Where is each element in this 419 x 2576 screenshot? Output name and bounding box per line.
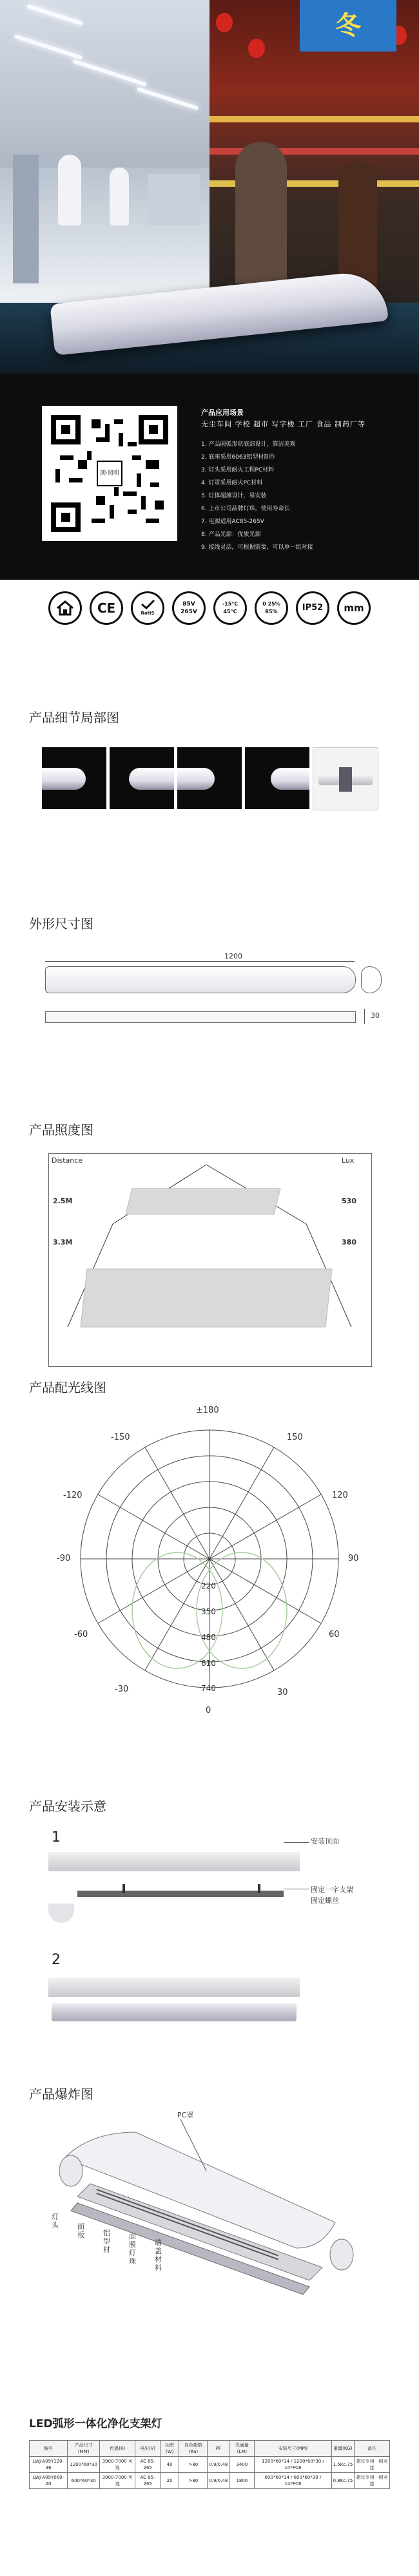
- table-cell: AC 85-265: [135, 2473, 161, 2489]
- table-cell: 0.8Kc.75: [331, 2473, 355, 2489]
- illuminance-lux: 530: [342, 1197, 356, 1205]
- height-dimension-line: [364, 1009, 365, 1024]
- rohs-icon: [131, 591, 164, 625]
- table-cell: 3400: [229, 2457, 255, 2473]
- ring-label: 220: [201, 1581, 216, 1590]
- applications-venues: 无尘车间 学校 超市 写字楼 工厂 食品 制药厂等: [201, 420, 365, 428]
- front-view-outline: [45, 966, 356, 993]
- ring-label: 740: [201, 1684, 216, 1693]
- table-cell: 3900-7000 可选: [100, 2473, 135, 2489]
- feature-item: 8. 产品光源：优质光源: [201, 531, 261, 538]
- table-header: 安装尺寸(MM): [255, 2441, 331, 2457]
- table-cell: LWJ-A09Y060-20: [30, 2473, 68, 2489]
- section-title-distribution: 产品配光线图: [29, 1380, 106, 1395]
- table-cell: 1.5Kc.75: [331, 2457, 355, 2473]
- section-title-installation: 产品安装示意: [29, 1798, 106, 1814]
- label-ceiling: 安装顶面: [311, 1837, 339, 1846]
- spec-title: LED弧形一体化净化支架灯: [29, 2418, 162, 2430]
- table-header: 显色指数(Ra): [179, 2441, 208, 2457]
- table-header: 产品尺寸(MM): [68, 2441, 100, 2457]
- side-view-outline: [45, 1011, 356, 1023]
- installed-fixture: [52, 2003, 297, 2021]
- mounting-bracket: [77, 1891, 284, 1897]
- feature-item: 9. 接线灵活，可根据需要，可以单一组对接: [201, 544, 313, 551]
- ce-mark-icon: CE: [90, 591, 123, 625]
- temperature-icon: -15°C 45°C: [213, 591, 247, 625]
- table-header-row: [30, 2441, 390, 2457]
- ip-rating-icon: IP52: [296, 591, 329, 625]
- illuminance-distance: 2.5M: [53, 1197, 73, 1205]
- feature-item: 2. 底座采用6063铝型材制作: [201, 454, 276, 461]
- angle-label: 150: [287, 1433, 303, 1442]
- table-cell: >80: [179, 2473, 208, 2489]
- table-header: 重量(KG): [331, 2441, 355, 2457]
- section-title-exploded: 产品爆炸图: [29, 2086, 93, 2102]
- part-label: 灯头: [52, 2213, 59, 2229]
- table-header: 编号: [30, 2441, 68, 2457]
- table-header: PF: [208, 2441, 229, 2457]
- length-dimension-line: [45, 961, 355, 962]
- detail-photo: [245, 747, 309, 809]
- feature-item: 7. 电源适用AC85-265V: [201, 519, 264, 525]
- table-row: [30, 2473, 390, 2489]
- applications-title: 产品应用场景: [201, 408, 244, 417]
- table-header: 光通量(LM): [229, 2441, 255, 2457]
- house-icon: [48, 591, 82, 625]
- ceiling-surface: [48, 1852, 300, 1871]
- illuminance-lux: 380: [342, 1238, 356, 1246]
- detail-photo: [42, 747, 106, 809]
- ceiling-surface: [48, 1978, 300, 1997]
- angle-label: 120: [332, 1491, 348, 1500]
- angle-label: 30: [277, 1688, 288, 1697]
- table-cell: 1200*60*14 / 1200*60*30 / 14*PC6: [255, 2457, 331, 2473]
- feature-item: 4. 灯罩采用耐火PC材料: [201, 480, 263, 486]
- feature-item: 6. 上市公司品牌灯珠，使用寿命长: [201, 506, 290, 512]
- illuminance-lux-header: Lux: [342, 1156, 355, 1165]
- part-label: 端盖材料: [155, 2238, 162, 2272]
- part-label: 铝型材: [103, 2229, 110, 2254]
- table-cell: 20: [160, 2473, 179, 2489]
- certification-row: [48, 591, 371, 630]
- illuminance-beam: [48, 1153, 371, 1366]
- label-screw: 固定螺丝: [311, 1896, 339, 1905]
- table-header: 功率(W): [160, 2441, 179, 2457]
- angle-label: ±180: [196, 1406, 219, 1415]
- table-header: 备注: [355, 2441, 390, 2457]
- section-title-illuminance: 产品照度图: [29, 1122, 93, 1138]
- cleanroom-photo: [0, 0, 210, 303]
- section-title-details: 产品细节局部图: [29, 710, 119, 725]
- table-cell: 0.9/0.48: [208, 2457, 229, 2473]
- table-cell: 0.9/0.48: [208, 2473, 229, 2489]
- feature-list: [201, 438, 313, 554]
- angle-label: -60: [74, 1630, 88, 1639]
- voltage-icon: 85V 265V: [172, 591, 206, 625]
- detail-photo: [110, 747, 174, 809]
- table-cell: >80: [179, 2457, 208, 2473]
- section-title-dimensions: 外形尺寸图: [29, 916, 93, 931]
- install-step-number: 1: [52, 1829, 61, 1846]
- dimension-height: 30: [371, 1011, 380, 1020]
- fixture-end-cap: [48, 1903, 74, 1923]
- table-cell: 40: [160, 2457, 179, 2473]
- exploded-diagram: [52, 2106, 387, 2300]
- table-header: 电压(V): [135, 2441, 161, 2457]
- feature-item: 5. 灯体超薄设计，易安装: [201, 493, 267, 499]
- table-cell: 1200*60*30: [68, 2457, 100, 2473]
- screw-icon: [258, 1884, 260, 1893]
- qr-logo: 朗·照明: [97, 461, 122, 486]
- table-cell: 600*60*30: [68, 2473, 100, 2489]
- angle-label: -120: [63, 1491, 83, 1500]
- illuminance-distance: 3.3M: [53, 1238, 73, 1246]
- table-cell: 3900-7000 可选: [100, 2457, 135, 2473]
- feature-item: 3. 灯头采用耐火工程PC材料: [201, 467, 275, 473]
- polar-diagram: [68, 1417, 351, 1701]
- leader-line: [284, 1842, 309, 1843]
- part-label: 面膜灯珠: [129, 2232, 136, 2266]
- angle-label: -90: [57, 1554, 71, 1563]
- table-cell: AC 85-265: [135, 2457, 161, 2473]
- dimension-icon: mm: [337, 591, 371, 625]
- table-cell: 600*60*14 / 600*60*30 / 14*PC6: [255, 2473, 331, 2489]
- hero-banner: [0, 0, 419, 580]
- humidity-icon: 0 25% 85%: [255, 591, 288, 625]
- spec-table: [29, 2440, 390, 2489]
- end-view-outline: [361, 966, 382, 993]
- dimension-length: 1200: [224, 952, 242, 960]
- illuminance-distance-header: Distance: [52, 1156, 83, 1165]
- angle-label: 0: [206, 1706, 211, 1715]
- table-header: 色温(K): [100, 2441, 135, 2457]
- ring-label: 610: [201, 1659, 216, 1668]
- label-bracket: 固定一字支架: [311, 1885, 353, 1894]
- table-cell: 建议专用一组对接: [355, 2457, 390, 2473]
- detail-photo: [177, 747, 242, 809]
- pc-cover-label: PC罩: [177, 2111, 194, 2119]
- ring-label: 350: [201, 1607, 216, 1616]
- angle-label: -30: [115, 1684, 129, 1694]
- angle-label: 60: [329, 1630, 340, 1639]
- table-cell: LWJ-A09Y120-36: [30, 2457, 68, 2473]
- supermarket-photo: [210, 0, 419, 303]
- install-step-number: 2: [52, 1952, 61, 1968]
- ring-label: 480: [201, 1633, 216, 1642]
- rohs-label: RoHS: [141, 611, 155, 616]
- angle-label: -150: [111, 1433, 130, 1442]
- angle-label: 90: [348, 1554, 359, 1563]
- part-label: 面板: [77, 2222, 84, 2239]
- store-sign: 冬: [300, 0, 396, 52]
- table-row: [30, 2457, 390, 2473]
- table-cell: 1800: [229, 2473, 255, 2489]
- feature-item: 1. 产品圆弧形状底部设计，简洁美观: [201, 441, 296, 448]
- table-cell: 建议专用一组对接: [355, 2473, 390, 2489]
- qr-code[interactable]: [42, 406, 177, 541]
- screw-icon: [122, 1884, 125, 1893]
- detail-photo: [313, 747, 378, 810]
